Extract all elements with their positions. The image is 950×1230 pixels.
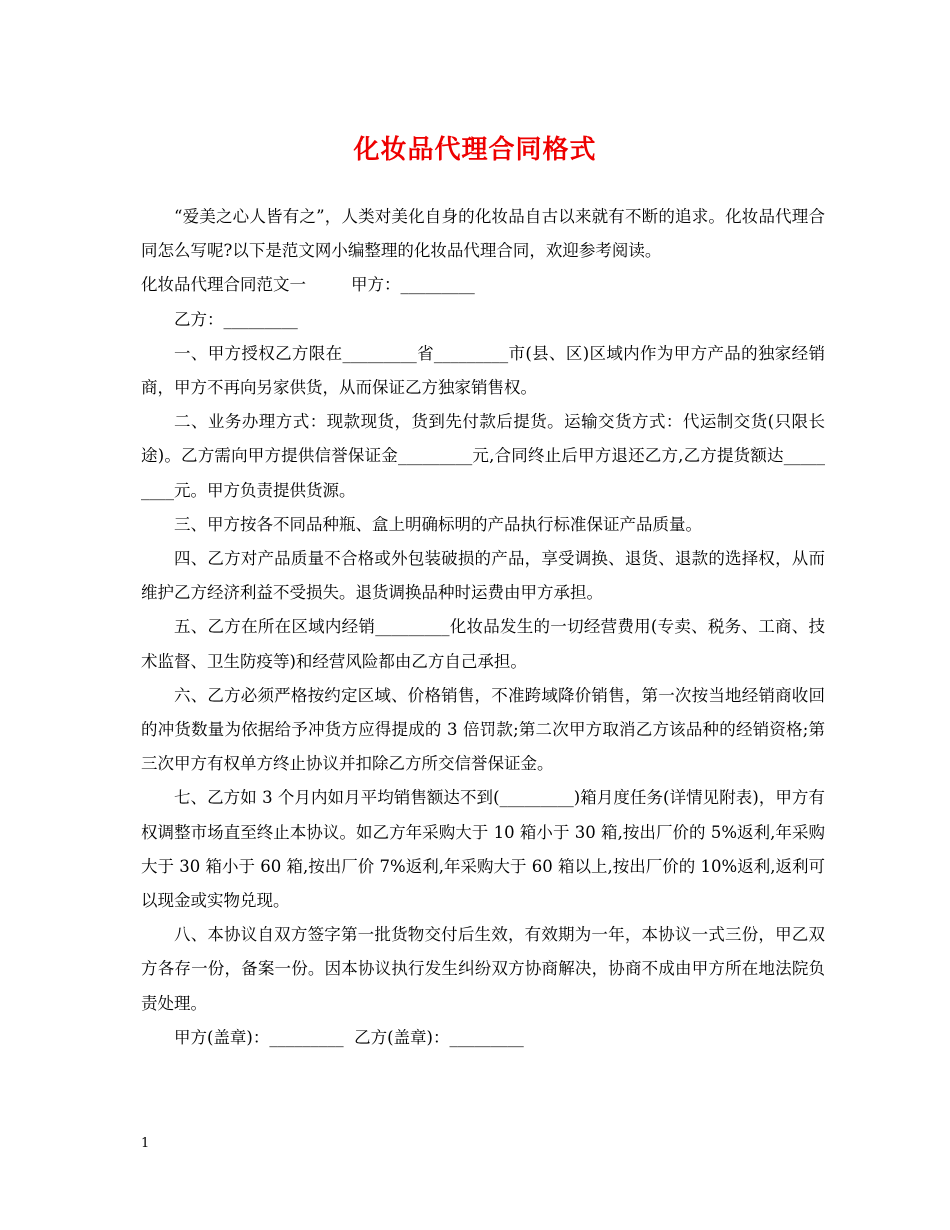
signature-party-a: 甲方(盖章)：_________ bbox=[174, 1027, 344, 1047]
party-b-line: 乙方：_________ bbox=[174, 309, 298, 329]
clause-3: 三、甲方按各不同品种瓶、盒上明确标明的产品执行标准保证产品质量。 bbox=[174, 514, 702, 534]
clause-6: 六、乙方必须严格按约定区域、价格销售，不准跨域降价销售，第一次按当地经销商收回的冲货数量为依据给予冲货方应得提成的 3 倍罚款;第二次甲方取消乙方该品种的经销资格;第三次甲方有权单方终止协议并扣除乙方所交信誉保证金。 bbox=[141, 685, 825, 774]
signature-line bbox=[141, 1021, 825, 1055]
signature-party-b: 乙方(盖章)：_________ bbox=[354, 1027, 524, 1047]
clause-1: 一、甲方授权乙方限在_________省_________市(县、区)区域内作为甲方产品的独家经销商，甲方不再向另家供货，从而保证乙方独家销售权。 bbox=[141, 343, 825, 398]
clause-8: 八、本协议自双方签字第一批货物交付后生效，有效期为一年，本协议一式三份，甲乙双方各存一份，备案一份。因本协议执行发生纠纷双方协商解决，协商不成由甲方所在地法院负责处理。 bbox=[141, 925, 825, 1013]
sample-label: 化妆品代理合同范文一 bbox=[141, 275, 306, 295]
document-title: 化妆品代理合同格式 bbox=[353, 135, 597, 165]
clause-4: 四、乙方对产品质量不合格或外包装破损的产品，享受调换、退货、退款的选择权，从而维护乙方经济利益不受损失。退货调换品种时运费由甲方承担。 bbox=[141, 549, 825, 603]
sample-heading-line bbox=[141, 268, 825, 302]
clause-5: 五、乙方在所在区域内经销_________化妆品发生的一切经营费用(专卖、税务、工商、技术监督、卫生防疫等)和经营风险都由乙方自己承担。 bbox=[141, 617, 825, 671]
party-a-line: 甲方：_________ bbox=[351, 275, 475, 295]
document-body bbox=[141, 200, 825, 1055]
clause-2: 二、业务办理方式：现款现货，货到先付款后提货。运输交货方式：代运制交货(只限长途)。乙方需向甲方提供信誉保证金_________元,合同终止后甲方退还乙方,乙方提货额达_________元。甲方负责提供货源。 bbox=[141, 412, 825, 500]
intro-paragraph: “爱美之心人皆有之”，人类对美化自身的化妆品自古以来就有不断的追求。化妆品代理合同怎么写呢?以下是范文网小编整理的化妆品代理合同，欢迎参考阅读。 bbox=[141, 207, 825, 261]
clause-7: 七、乙方如 3 个月内如月平均销售额达不到(_________)箱月度任务(详情见附表)，甲方有权调整市场直至终止本协议。如乙方年采购大于 10 箱小于 30 箱,按出厂价的 5%返利,年采购大于 30 箱小于 60 箱,按出厂价 7%返利,年采购大于 60 箱以上,按出厂价的 10%返利,返利可以现金或实物兑现。 bbox=[141, 788, 825, 911]
page-number: 1 bbox=[141, 1136, 150, 1151]
